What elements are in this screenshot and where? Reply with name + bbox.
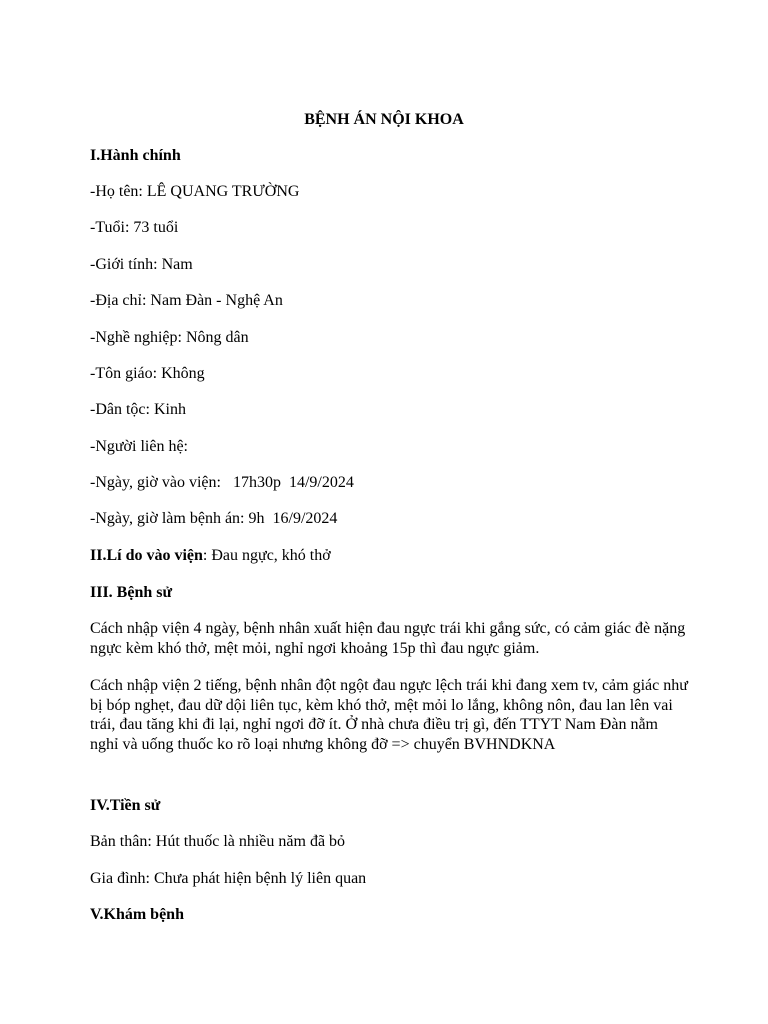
tien-su-gia-dinh: Gia đình: Chưa phát hiện bệnh lý liên quan	[90, 870, 367, 887]
field-ho-ten: -Họ tên: LÊ QUANG TRƯỜNG	[90, 183, 300, 200]
section-heading-benh-su: III. Bệnh sử	[90, 584, 173, 601]
section-ly-do-vao-vien	[90, 546, 331, 565]
ly-do-text: : Đau ngực, khó thở	[202, 547, 331, 564]
field-ton-giao: -Tôn giáo: Không	[90, 365, 205, 382]
section-heading-hanh-chinh: I.Hành chính	[90, 147, 181, 164]
field-dia-chi: -Địa chỉ: Nam Đàn - Nghệ An	[90, 292, 283, 309]
field-dan-toc: -Dân tộc: Kinh	[90, 401, 186, 418]
field-ngay-vao-vien: -Ngày, giờ vào viện: 17h30p 14/9/2024	[90, 474, 354, 491]
tien-su-ban-than: Bản thân: Hút thuốc là nhiều năm đã bỏ	[90, 833, 346, 850]
benh-su-paragraph-1: Cách nhập viện 4 ngày, bệnh nhân xuất hiện đau ngực trái khi gắng sức, có cảm giác đè nặng ngực kèm khó thở, mệt mỏi, nghỉ ngơi khoảng 15p thì đau ngực giảm.	[90, 620, 686, 657]
section-heading-tien-su: IV.Tiền sử	[90, 797, 161, 814]
field-tuoi: -Tuổi: 73 tuổi	[90, 219, 179, 236]
field-ngay-lam-benh-an: -Ngày, giờ làm bệnh án: 9h 16/9/2024	[90, 510, 338, 527]
document-title: BỆNH ÁN NỘI KHOA	[304, 111, 464, 128]
section-heading-ly-do: II.Lí do vào viện	[90, 547, 203, 564]
benh-su-paragraph-2: Cách nhập viện 2 tiếng, bệnh nhân đột ngột đau ngực lệch trái khi đang xem tv, cảm giác như bị bóp nghẹt, đau dữ dội liên tục, kèm khó thở, mệt mỏi lo lắng, không nôn, đau lan lên vai trái, đau tăng khi đi lại, nghỉ ngơi đỡ ít. Ở nhà chưa điều trị gì, đến TTYT Nam Đàn nằm nghỉ và uống thuốc ko rõ loại nhưng không đỡ => chuyển BVHNDKNA	[90, 677, 688, 753]
section-heading-kham-benh: V.Khám bệnh	[90, 906, 184, 923]
field-nguoi-lien-he: -Người liên hệ:	[90, 438, 188, 455]
field-gioi-tinh: -Giới tính: Nam	[90, 256, 193, 273]
field-nghe-nghiep: -Nghề nghiệp: Nông dân	[90, 329, 249, 346]
